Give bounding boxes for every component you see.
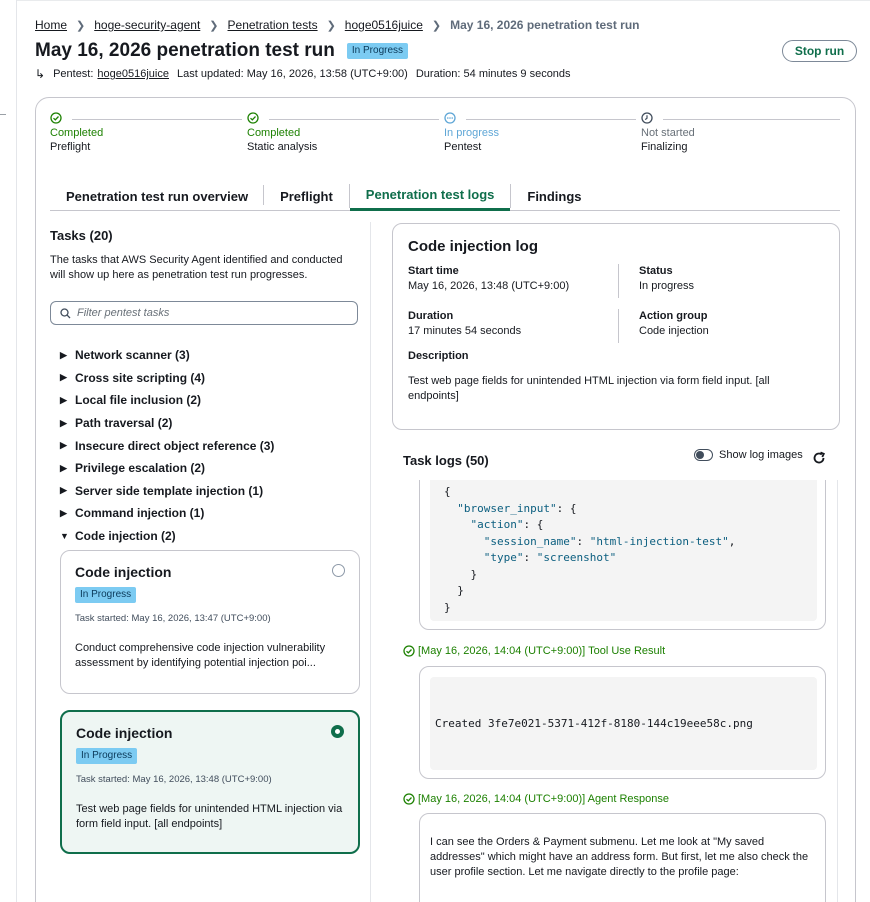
category-label: Local file inclusion (2) xyxy=(75,393,202,408)
kv-divider xyxy=(618,309,619,343)
step-status: In progress xyxy=(444,127,500,139)
step-label: Finalizing xyxy=(641,141,688,153)
toggle-label: Show log images xyxy=(719,449,803,461)
kv-divider xyxy=(618,264,619,298)
page-title-text: May 16, 2026 penetration test run xyxy=(35,40,335,61)
tasks-description: The tasks that AWS Security Agent identified and conducted will show up here as penetration test run progresses. xyxy=(50,254,343,281)
top-divider xyxy=(16,0,870,1)
last-updated: Last updated: May 16, 2026, 13:58 (UTC+9:00) xyxy=(177,68,408,80)
run-meta xyxy=(35,67,571,81)
caret-down-icon: ▼ xyxy=(60,531,69,542)
category-code-injection[interactable] xyxy=(60,525,274,548)
step-status: Not started xyxy=(641,127,695,139)
caret-right-icon: ▶ xyxy=(60,462,67,473)
category-label: Command injection (1) xyxy=(75,506,205,521)
status-badge: In Progress xyxy=(76,748,137,764)
duration-value: 17 minutes 54 seconds xyxy=(408,325,522,337)
logs-scrollbar[interactable] xyxy=(837,480,838,902)
task-radio[interactable] xyxy=(332,564,345,577)
status xyxy=(639,265,694,292)
step-static-analysis xyxy=(247,112,317,153)
log-event-text: [May 16, 2026, 14:04 (UTC+9:00)] Agent Response xyxy=(418,793,670,805)
start-time-value: May 16, 2026, 13:48 (UTC+9:00) xyxy=(408,280,570,292)
agent-response-text: I can see the Orders & Payment submenu. Let me look at "My saved addresses" which might have an address form. But first, let me also check the user profile section. Let me navigate directly to the profile page: xyxy=(430,836,809,878)
description-label-text: Description xyxy=(408,350,469,362)
description-label xyxy=(408,350,469,362)
task-radio-selected[interactable] xyxy=(331,725,344,738)
tab-overview[interactable]: Penetration test run overview xyxy=(50,181,264,211)
category-command-injection[interactable] xyxy=(60,502,274,525)
task-started: Task started: May 16, 2026, 13:48 (UTC+9:00) xyxy=(76,774,272,785)
log-entry-result xyxy=(419,666,826,779)
breadcrumb xyxy=(35,18,640,32)
task-description: Test web page fields for unintended HTML injection via form field input. [all endpoints] xyxy=(76,803,343,830)
log-title: Code injection log xyxy=(408,238,538,255)
breadcrumb-pentest[interactable]: hoge0516juice xyxy=(344,18,423,32)
step-finalizing xyxy=(641,112,695,153)
clock-icon xyxy=(641,112,653,124)
return-arrow-icon: ↳ xyxy=(35,67,46,81)
caret-right-icon: ▶ xyxy=(60,417,67,428)
log-detail-card xyxy=(392,223,840,430)
action-group-value: Code injection xyxy=(639,325,709,337)
pentest-label: Pentest: xyxy=(53,68,94,80)
step-label: Preflight xyxy=(50,141,91,153)
category-local-file-inclusion[interactable] xyxy=(60,389,274,412)
pane-divider[interactable] xyxy=(370,222,371,902)
json-code: { "browser_input": { "action": { "session_name": "html-injection-test", "type": "screenshot" } } } xyxy=(444,485,736,614)
task-logs-heading: Task logs (50) xyxy=(403,453,489,468)
task-card-title: Code injection xyxy=(75,564,172,580)
check-circle-icon xyxy=(50,112,62,124)
caret-right-icon: ▶ xyxy=(60,394,67,405)
task-started: Task started: May 16, 2026, 13:47 (UTC+9:00) xyxy=(75,613,271,624)
result-code: Created 3fe7e021-5371-412f-8180-144c19eee58c.png xyxy=(430,677,817,770)
log-entry-code xyxy=(419,480,826,630)
step-preflight xyxy=(50,112,103,153)
step-pentest xyxy=(444,112,499,153)
task-categories xyxy=(60,344,274,547)
start-time xyxy=(408,265,569,292)
code-block xyxy=(430,480,817,621)
tab-preflight[interactable]: Preflight xyxy=(264,184,350,208)
step-label: Static analysis xyxy=(247,141,318,153)
status-badge: In Progress xyxy=(347,43,408,59)
check-circle-icon xyxy=(403,645,415,657)
status-value: In progress xyxy=(639,280,695,292)
caret-right-icon: ▶ xyxy=(60,485,67,496)
start-time-label: Start time xyxy=(408,265,459,277)
check-circle-icon xyxy=(247,112,259,124)
log-entry-response xyxy=(419,813,826,902)
task-card[interactable] xyxy=(60,550,360,694)
toggle-switch[interactable] xyxy=(694,449,713,461)
action-group-label: Action group xyxy=(639,310,708,322)
category-label: Server side template injection (1) xyxy=(75,483,264,498)
category-network-scanner[interactable] xyxy=(60,344,274,367)
check-circle-icon xyxy=(403,793,415,805)
tab-bar xyxy=(50,181,840,211)
duration: Duration: 54 minutes 9 seconds xyxy=(415,68,571,80)
log-event-agent-response xyxy=(403,793,669,805)
log-event-tool-result xyxy=(403,645,665,657)
page-title xyxy=(35,40,408,62)
show-log-images-toggle[interactable] xyxy=(694,449,803,461)
task-description: Conduct comprehensive code injection vulnerability assessment by identifying potential injection poi... xyxy=(75,642,326,669)
refresh-icon[interactable] xyxy=(812,451,826,465)
category-privilege-escalation[interactable] xyxy=(60,457,274,480)
duration-field xyxy=(408,310,521,337)
task-logs-list[interactable] xyxy=(403,480,843,902)
category-label: Path traversal (2) xyxy=(75,416,173,431)
pentest-link[interactable]: hoge0516juice xyxy=(97,68,169,80)
category-ssti[interactable] xyxy=(60,480,274,503)
category-label: Code injection (2) xyxy=(75,529,176,544)
filter-tasks-input[interactable] xyxy=(50,301,358,325)
chevron-right-icon: ❯ xyxy=(76,19,86,32)
tab-findings[interactable]: Findings xyxy=(510,184,597,208)
caret-right-icon: ▶ xyxy=(60,372,67,383)
breadcrumb-agent[interactable]: hoge-security-agent xyxy=(94,18,201,32)
breadcrumb-tests[interactable]: Penetration tests xyxy=(227,18,318,32)
chevron-right-icon: ❯ xyxy=(431,19,442,32)
chevron-right-icon: ❯ xyxy=(209,19,219,32)
status-label: Status xyxy=(639,265,673,277)
action-group xyxy=(639,310,709,337)
filter-placeholder: Filter pentest tasks xyxy=(77,307,170,319)
category-label: Network scanner (3) xyxy=(75,348,190,363)
caret-right-icon: ▶ xyxy=(60,349,67,360)
duration-label: Duration xyxy=(408,310,454,322)
chevron-right-icon: ❯ xyxy=(326,19,336,32)
in-progress-icon xyxy=(444,112,456,124)
tasks-heading: Tasks (20) xyxy=(50,228,113,243)
category-path-traversal[interactable] xyxy=(60,412,274,435)
side-marker xyxy=(0,114,6,115)
side-divider xyxy=(16,0,17,902)
description-value: Test web page fields for unintended HTML injection via form field input. [all endpoints] xyxy=(408,375,770,402)
category-idor[interactable] xyxy=(60,434,274,457)
step-status: Completed xyxy=(247,127,301,139)
caret-right-icon: ▶ xyxy=(60,507,67,518)
log-event-text: [May 16, 2026, 14:04 (UTC+9:00)] Tool Use Result xyxy=(418,645,666,657)
task-card-selected[interactable] xyxy=(60,710,360,854)
caret-right-icon: ▶ xyxy=(60,440,67,451)
search-icon xyxy=(60,308,71,319)
category-label: Insecure direct object reference (3) xyxy=(75,438,275,453)
category-label: Cross site scripting (4) xyxy=(75,370,206,385)
step-status: Completed xyxy=(50,127,104,139)
step-label: Pentest xyxy=(444,141,482,153)
progress-steps xyxy=(50,112,840,162)
status-badge: In Progress xyxy=(75,587,136,603)
breadcrumb-current: May 16, 2026 penetration test run xyxy=(450,18,640,32)
breadcrumb-home[interactable]: Home xyxy=(35,18,68,32)
category-label: Privilege escalation (2) xyxy=(75,461,206,476)
tab-penetration-test-logs[interactable]: Penetration test logs xyxy=(350,181,511,211)
task-card-title: Code injection xyxy=(76,725,173,741)
category-cross-site-scripting[interactable] xyxy=(60,367,274,390)
stop-run-button[interactable]: Stop run xyxy=(782,40,857,62)
